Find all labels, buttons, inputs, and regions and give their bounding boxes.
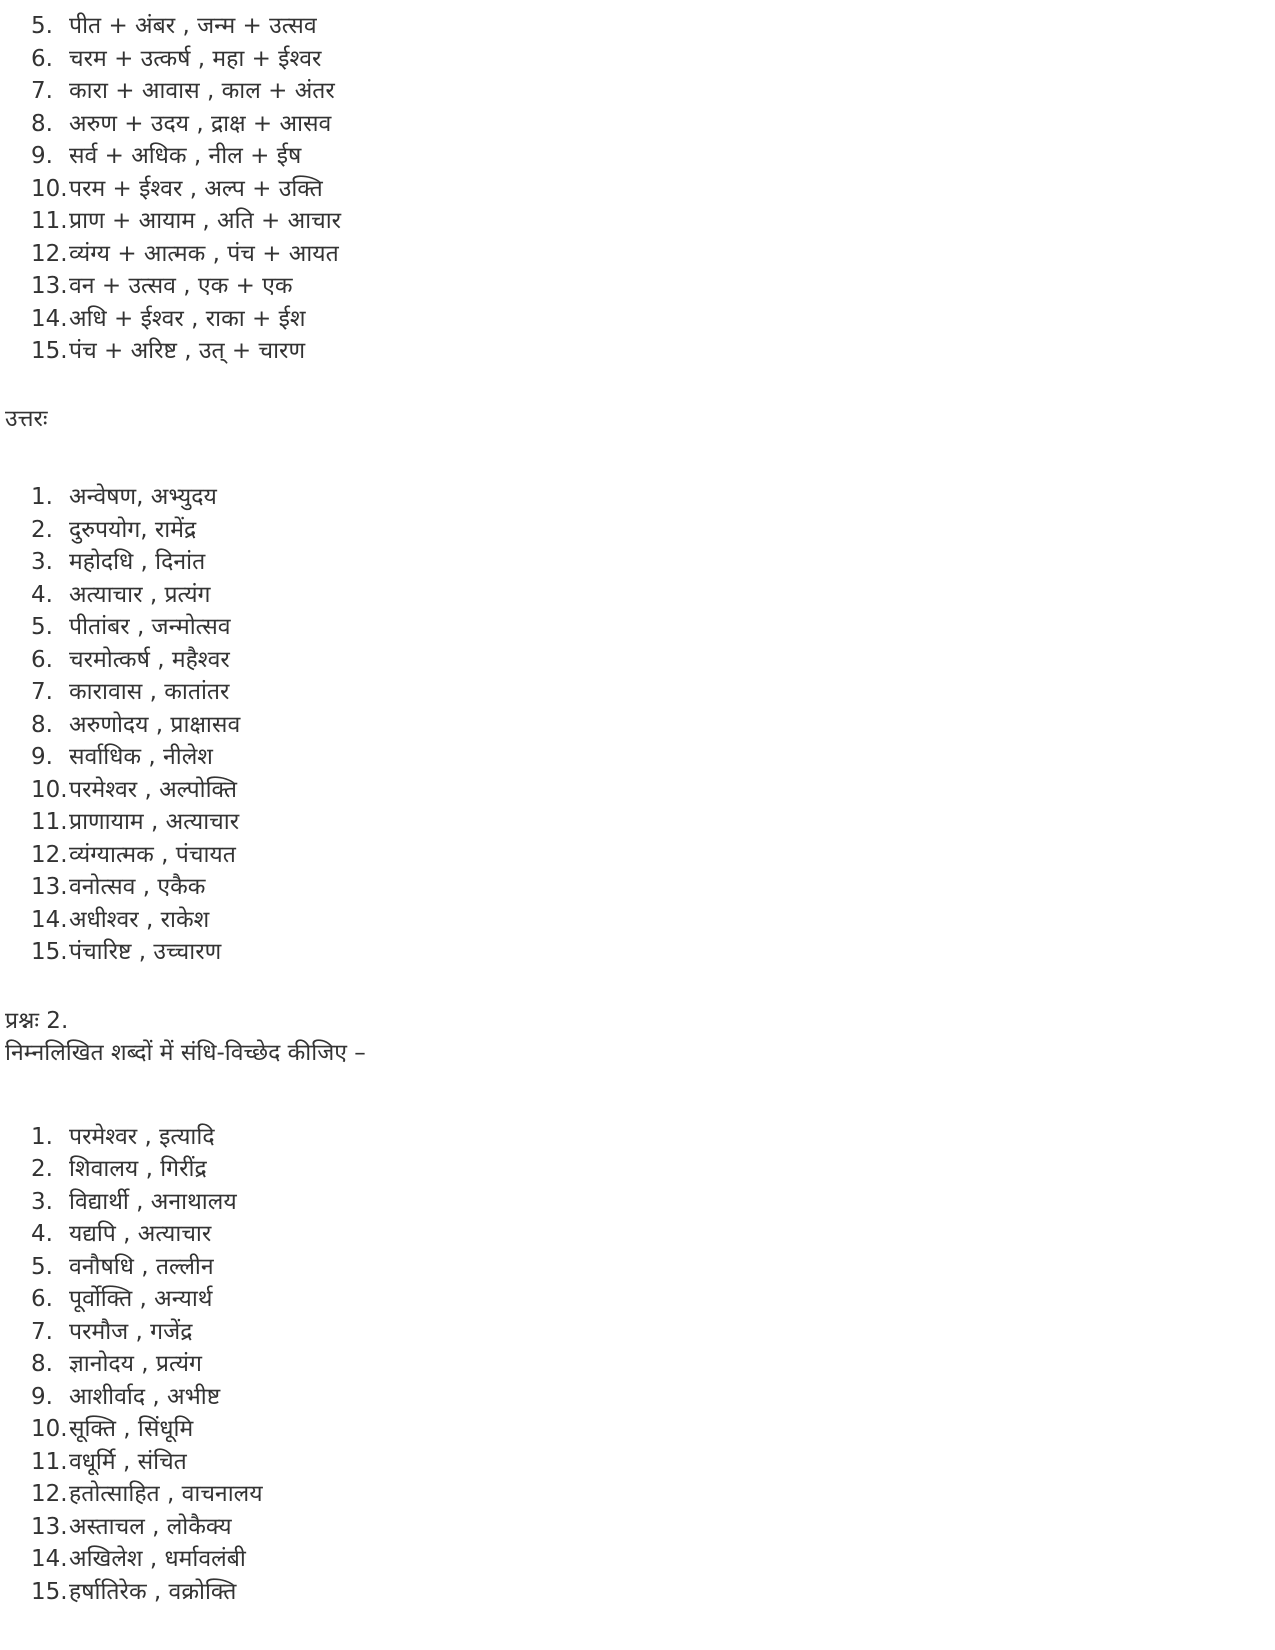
list-item	[0, 1543, 1275, 1576]
list-item	[0, 676, 1275, 709]
list-item-number: 13.	[31, 874, 68, 900]
list-item-number: 9.	[31, 1383, 53, 1410]
list-item-text: अरुण + उदय , द्राक्ष + आसव	[69, 110, 332, 137]
list-item-number: 15.	[31, 1578, 68, 1605]
question-2-label: प्रश्नः 2.	[5, 1007, 69, 1034]
list-item-number: 12.	[31, 841, 68, 868]
list-item-text: परमेश्वर , इत्यादि	[69, 1123, 215, 1150]
list-item-text: दुरुपयोग, रामेंद्र	[69, 516, 197, 543]
list-item-text: आशीर्वाद , अभीष्ट	[69, 1383, 221, 1410]
list-item	[0, 481, 1275, 514]
list-item	[0, 140, 1275, 173]
list-item-number: 10.	[31, 175, 68, 202]
list-item	[0, 1218, 1275, 1251]
list-item	[0, 904, 1275, 937]
list-item	[0, 1511, 1275, 1544]
list-item	[0, 579, 1275, 612]
list-item-text: व्यंग्यात्मक , पंचायत	[69, 841, 236, 868]
list-item-number: 10.	[31, 1416, 68, 1442]
list-item-text: यद्यपि , अत्याचार	[69, 1221, 212, 1247]
list-item-number: 7.	[31, 1318, 53, 1345]
list-item-number: 7.	[31, 679, 53, 705]
list-item-text: कारावास , कातांतर	[69, 679, 230, 705]
question-2-instruction: निम्नलिखित शब्दों में संधि-विच्छेद कीजिए –	[5, 1040, 366, 1066]
list-item-text: वधूर्मि , संचित	[69, 1448, 187, 1475]
list-item-text: पंचारिष्ट , उच्चारण	[69, 939, 222, 965]
list-item	[0, 611, 1275, 644]
list-item	[0, 936, 1275, 969]
list-item-number: 2.	[31, 1156, 53, 1182]
list-item-text: वनोत्सव , एकैक	[69, 874, 206, 900]
list-item-number: 6.	[31, 45, 53, 72]
list-item-text: परमौज , गजेंद्र	[69, 1318, 193, 1345]
list-item-text: पीतांबर , जन्मोत्सव	[69, 614, 231, 640]
list-item-text: वन + उत्सव , एक + एक	[69, 273, 293, 299]
list-item-number: 7.	[31, 78, 53, 104]
list-item	[0, 644, 1275, 677]
list-item	[0, 1153, 1275, 1186]
list-item-text: अन्वेषण, अभ्युदय	[69, 484, 217, 510]
list-item-number: 8.	[31, 110, 53, 137]
list-item-number: 10.	[31, 776, 68, 803]
list-item	[0, 709, 1275, 742]
list-item-number: 11.	[31, 1448, 68, 1475]
list-item-text: हर्षातिरेक , वक्रोक्ति	[69, 1578, 237, 1605]
question-1-word-list	[0, 0, 1275, 368]
list-item-text: प्राणायाम , अत्याचार	[69, 809, 240, 835]
list-item-number: 6.	[31, 646, 53, 673]
list-item	[0, 1381, 1275, 1414]
list-item	[0, 1348, 1275, 1381]
list-item-number: 12.	[31, 1481, 68, 1507]
list-item-number: 2.	[31, 516, 53, 543]
list-item-text: कारा + आवास , काल + अंतर	[69, 78, 335, 104]
list-item	[0, 1576, 1275, 1609]
list-item-text: सूक्ति , सिंधूमि	[69, 1416, 194, 1442]
list-item	[0, 10, 1275, 43]
list-item-text: वनौषधि , तल्लीन	[69, 1253, 214, 1280]
list-item-number: 1.	[31, 1123, 53, 1150]
list-item	[0, 108, 1275, 141]
list-item-number: 8.	[31, 711, 53, 738]
list-item	[0, 839, 1275, 872]
list-item	[0, 270, 1275, 303]
list-item	[0, 43, 1275, 76]
list-item	[0, 75, 1275, 108]
list-item-number: 5.	[31, 614, 53, 640]
list-item-text: अधीश्वर , राकेश	[69, 906, 210, 933]
list-item-text: चरम + उत्कर्ष , महा + ईश्वर	[69, 45, 322, 72]
list-item	[0, 1283, 1275, 1316]
list-item-number: 11.	[31, 809, 68, 835]
list-item-number: 14.	[31, 1546, 68, 1572]
list-item	[0, 335, 1275, 368]
list-item-text: पीत + अंबर , जन्म + उत्सव	[69, 13, 317, 39]
list-item-text: परमेश्वर , अल्पोक्ति	[69, 776, 237, 803]
list-item-number: 13.	[31, 273, 68, 299]
list-item	[0, 1478, 1275, 1511]
list-item	[0, 1446, 1275, 1479]
list-item-text: अत्याचार , प्रत्यंग	[69, 581, 211, 608]
list-item-number: 8.	[31, 1351, 53, 1377]
list-item-text: अखिलेश , धर्मावलंबी	[69, 1546, 246, 1572]
list-item	[0, 871, 1275, 904]
list-item-text: सर्व + अधिक , नील + ईष	[69, 143, 302, 169]
list-item	[0, 205, 1275, 238]
list-item-text: शिवालय , गिरींद्र	[69, 1156, 207, 1182]
list-item-text: चरमोत्कर्ष , महैश्वर	[69, 646, 230, 673]
list-item	[0, 303, 1275, 336]
list-item	[0, 774, 1275, 807]
list-item-number: 11.	[31, 208, 68, 234]
list-item-text: अस्ताचल , लोकैक्य	[69, 1513, 232, 1540]
list-item	[0, 1186, 1275, 1219]
list-item-number: 14.	[31, 906, 68, 933]
list-item-number: 13.	[31, 1513, 68, 1540]
list-item-number: 3.	[31, 1188, 53, 1215]
question-2-word-list	[0, 1121, 1275, 1609]
list-item-number: 4.	[31, 581, 53, 608]
list-item-number: 9.	[31, 143, 53, 169]
list-item-text: महोदधि , दिनांत	[69, 549, 206, 575]
list-item-number: 5.	[31, 1253, 53, 1280]
list-item-text: सर्वाधिक , नीलेश	[69, 744, 213, 770]
list-item	[0, 546, 1275, 579]
list-item-text: परम + ईश्वर , अल्प + उक्ति	[69, 175, 323, 202]
list-item	[0, 741, 1275, 774]
list-item	[0, 514, 1275, 547]
list-item-text: प्राण + आयाम , अति + आचार	[69, 208, 342, 234]
list-item-text: ज्ञानोदय , प्रत्यंग	[69, 1351, 202, 1377]
list-item-text: अरुणोदय , प्राक्षासव	[69, 711, 241, 738]
answers-list	[0, 481, 1275, 969]
list-item-number: 5.	[31, 13, 53, 39]
list-item-number: 9.	[31, 744, 53, 770]
list-item-number: 15.	[31, 338, 68, 364]
list-item-number: 4.	[31, 1221, 53, 1247]
answers-heading: उत्तरः	[5, 405, 48, 432]
list-item-number: 15.	[31, 939, 68, 965]
list-item-text: हतोत्साहित , वाचनालय	[69, 1481, 263, 1507]
list-item-number: 1.	[31, 484, 53, 510]
list-item	[0, 1316, 1275, 1349]
list-item	[0, 806, 1275, 839]
list-item	[0, 1121, 1275, 1154]
list-item-text: व्यंग्य + आत्मक , पंच + आयत	[69, 240, 339, 267]
list-item	[0, 173, 1275, 206]
list-item-number: 3.	[31, 549, 53, 575]
list-item-text: पंच + अरिष्ट , उत् + चारण	[69, 338, 306, 364]
list-item	[0, 238, 1275, 271]
list-item-number: 14.	[31, 305, 68, 332]
list-item-text: विद्यार्थी , अनाथालय	[69, 1188, 237, 1215]
list-item-text: अधि + ईश्वर , राका + ईश	[69, 305, 306, 332]
list-item-text: पूर्वोक्ति , अन्यार्थ	[69, 1286, 213, 1312]
list-item	[0, 1413, 1275, 1446]
list-item-number: 6.	[31, 1286, 53, 1312]
list-item-number: 12.	[31, 240, 68, 267]
list-item	[0, 1251, 1275, 1284]
